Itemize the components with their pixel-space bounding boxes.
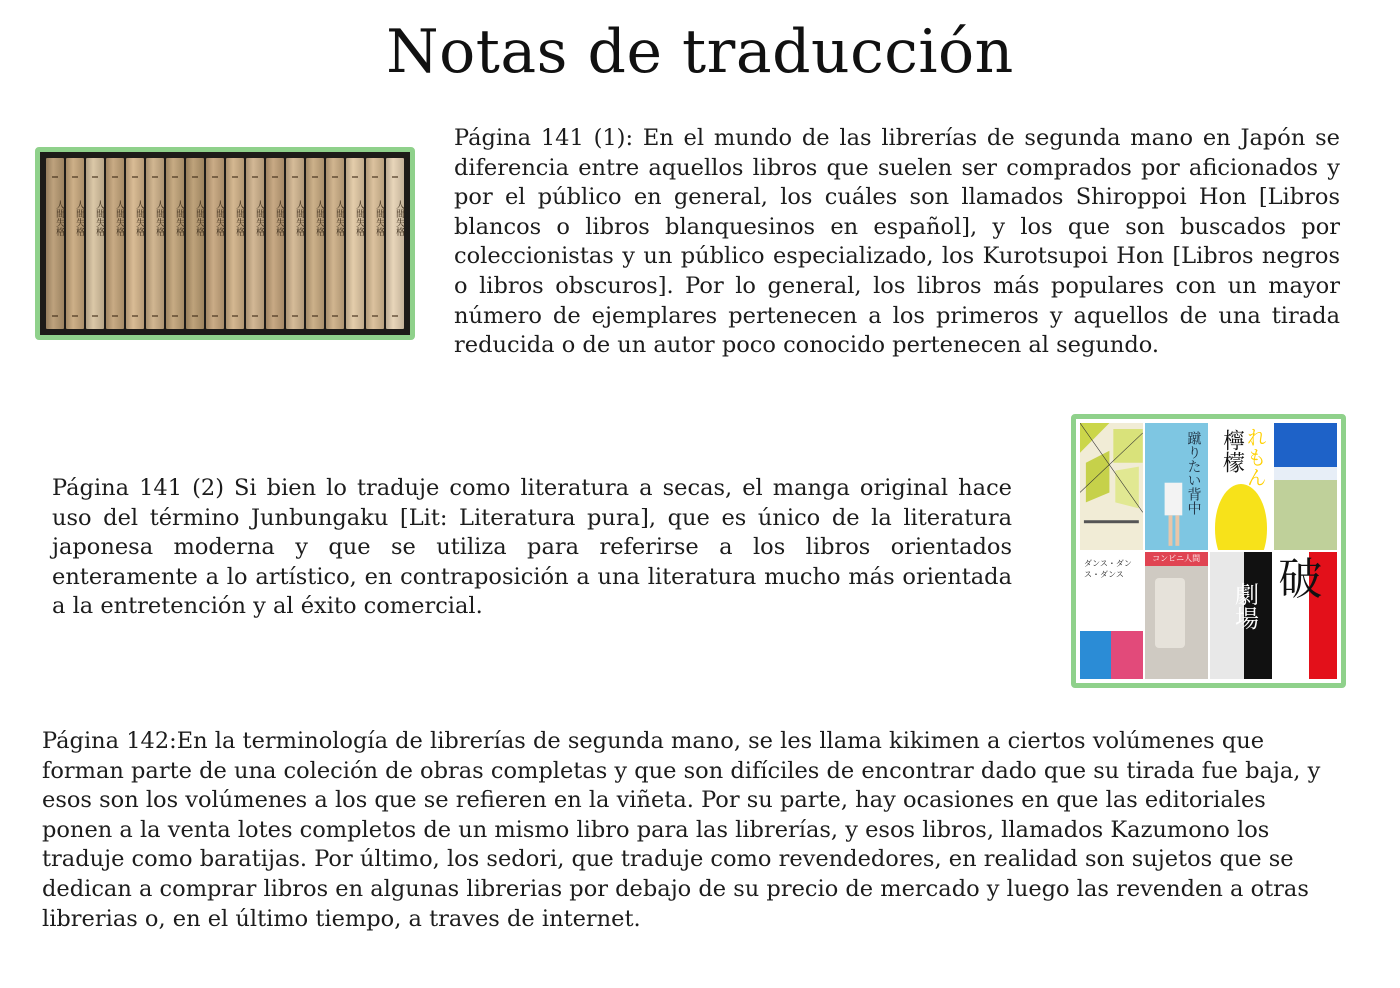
spine-mark (372, 315, 378, 317)
book-spine (186, 158, 204, 329)
spine-title: 人間失格 (134, 200, 144, 236)
spine-mark (152, 176, 158, 178)
spine-mark (112, 315, 118, 317)
spine-mark (112, 176, 118, 178)
spine-mark (252, 176, 258, 178)
spine-mark (352, 176, 358, 178)
spine-mark (172, 315, 178, 317)
spine-mark (352, 315, 358, 317)
spine-title: 人間失格 (394, 200, 404, 236)
spine-title: 人間失格 (174, 200, 184, 236)
book-spine (166, 158, 184, 329)
spine-title: 人間失格 (94, 200, 104, 236)
book-spine (366, 158, 384, 329)
spine-mark (172, 176, 178, 178)
spine-mark (92, 315, 98, 317)
book-spine (46, 158, 64, 329)
cover-lemon-sub: れもん (1243, 427, 1268, 487)
note-page-141-2: Página 141 (2) Si bien lo traduje como literatura a secas, el manga original hace uso del término Junbungaku [Lit: Literatura pura], que es único de la literatura japonesa moderna y que se utiliza para referirse a los libros orientados enteramente a lo artístico, en contraposición a una literatura mucho más orientada a la entretención y al éxito comercial. (52, 475, 1012, 620)
book-spine (306, 158, 324, 329)
cover-ha-title: 破 (1278, 554, 1323, 605)
spine-title: 人間失格 (114, 200, 124, 236)
spine-title: 人間失格 (294, 200, 304, 236)
spine-mark (132, 176, 138, 178)
spine-mark (312, 315, 318, 317)
spine-title: 人間失格 (334, 200, 344, 236)
spine-mark (52, 176, 58, 178)
spine-title: 人間失格 (354, 200, 364, 236)
spine-title: 人間失格 (314, 200, 324, 236)
page-title: Notas de traducción (386, 17, 1014, 87)
book-spine (286, 158, 304, 329)
cover-dance-title: ダンス・ダンス・ダンス (1084, 559, 1132, 579)
spine-mark (392, 176, 398, 178)
spine-title: 人間失格 (374, 200, 384, 236)
spine-mark (292, 315, 298, 317)
cover-convenience-title: コンビニ人間 (1145, 552, 1208, 566)
book-spine (66, 158, 84, 329)
book-spine (346, 158, 364, 329)
spine-mark (132, 315, 138, 317)
spine-mark (312, 176, 318, 178)
cover-geometric (1080, 423, 1143, 550)
spine-mark (252, 315, 258, 317)
spine-title: 人間失格 (54, 200, 64, 236)
spine-mark (52, 315, 58, 317)
spine-mark (212, 315, 218, 317)
spine-mark (272, 315, 278, 317)
covers-grid (1080, 423, 1337, 679)
book-spine (106, 158, 124, 329)
book-spine (326, 158, 344, 329)
cover-gekijo-title: 劇場 (1230, 582, 1259, 630)
spine-mark (292, 176, 298, 178)
spine-title: 人間失格 (74, 200, 84, 236)
spine-title: 人間失格 (274, 200, 284, 236)
book-spine (146, 158, 164, 329)
spine-title: 人間失格 (154, 200, 164, 236)
note-page-141-1: Página 141 (1): En el mundo de las librerías de segunda mano en Japón se diferencia entre aquellos libros que suelen ser comprados por aficionados y por el público en general, los cuáles son llamados Shiroppoi Hon [Libros blancos o libros blanquesinos en español], y los que son buscados por coleccionistas y un público especializado, los Kurotsupoi Hon [Libros negros o libros obscuros]. Por lo general, los libros más populares con un mayor número de ejemplares pertenecen a los primeros y aquellos de una tirada reducida o de un autor poco conocido pertenecen al segundo. (454, 125, 1340, 359)
spine-mark (272, 176, 278, 178)
spine-mark (332, 176, 338, 178)
cover-ha (1274, 552, 1337, 679)
book-spine (386, 158, 404, 329)
cover-lemon-title: 檸檬 (1219, 429, 1245, 473)
cover-keritai-title: 蹴りたい背中 (1185, 431, 1202, 515)
spine-mark (212, 176, 218, 178)
spine-mark (72, 315, 78, 317)
cover-lemon (1210, 423, 1273, 550)
spine-mark (392, 315, 398, 317)
book-covers-collage (1071, 414, 1346, 688)
cover-gekijo (1210, 552, 1273, 679)
spine-mark (192, 176, 198, 178)
book-spine (206, 158, 224, 329)
cover-convenience (1145, 552, 1208, 679)
cover-dance (1080, 552, 1143, 679)
spine-mark (232, 315, 238, 317)
book-spine (226, 158, 244, 329)
spine-title: 人間失格 (214, 200, 224, 236)
book-spine (126, 158, 144, 329)
spine-title: 人間失格 (254, 200, 264, 236)
book-spine (246, 158, 264, 329)
cover-keritai (1145, 423, 1208, 550)
spine-mark (72, 176, 78, 178)
bookshelf-photo (35, 147, 415, 340)
spine-mark (92, 176, 98, 178)
cover-blue-green (1274, 423, 1337, 550)
spine-title: 人間失格 (194, 200, 204, 236)
book-spine (266, 158, 284, 329)
book-spines (46, 158, 404, 329)
book-spine (86, 158, 104, 329)
spine-title: 人間失格 (234, 200, 244, 236)
spine-mark (332, 315, 338, 317)
note-page-142: Página 142:En la terminología de librerías de segunda mano, se les llama kikimen a ciertos volúmenes que forman parte de una coleción de obras completas y que son difíciles de encontrar dado que su tirada fue baja, y esos son los volúmenes a los que se refieren en la viñeta. Por su parte, hay ocasiones en que las editoriales ponen a la venta lotes completos de un mismo libro para las librerías, y esos libros, llamados Kazumono los traduje como baratijas. Por último, los sedori, que traduje como revendedores, en realidad son sujetos que se dedican a comprar libros en algunas librerias por debajo de su precio de mercado y luego las revenden a otras librerias o, en el último tiempo, a traves de internet. (42, 728, 1321, 932)
spine-mark (192, 315, 198, 317)
spine-mark (232, 176, 238, 178)
spine-mark (152, 315, 158, 317)
spine-mark (372, 176, 378, 178)
